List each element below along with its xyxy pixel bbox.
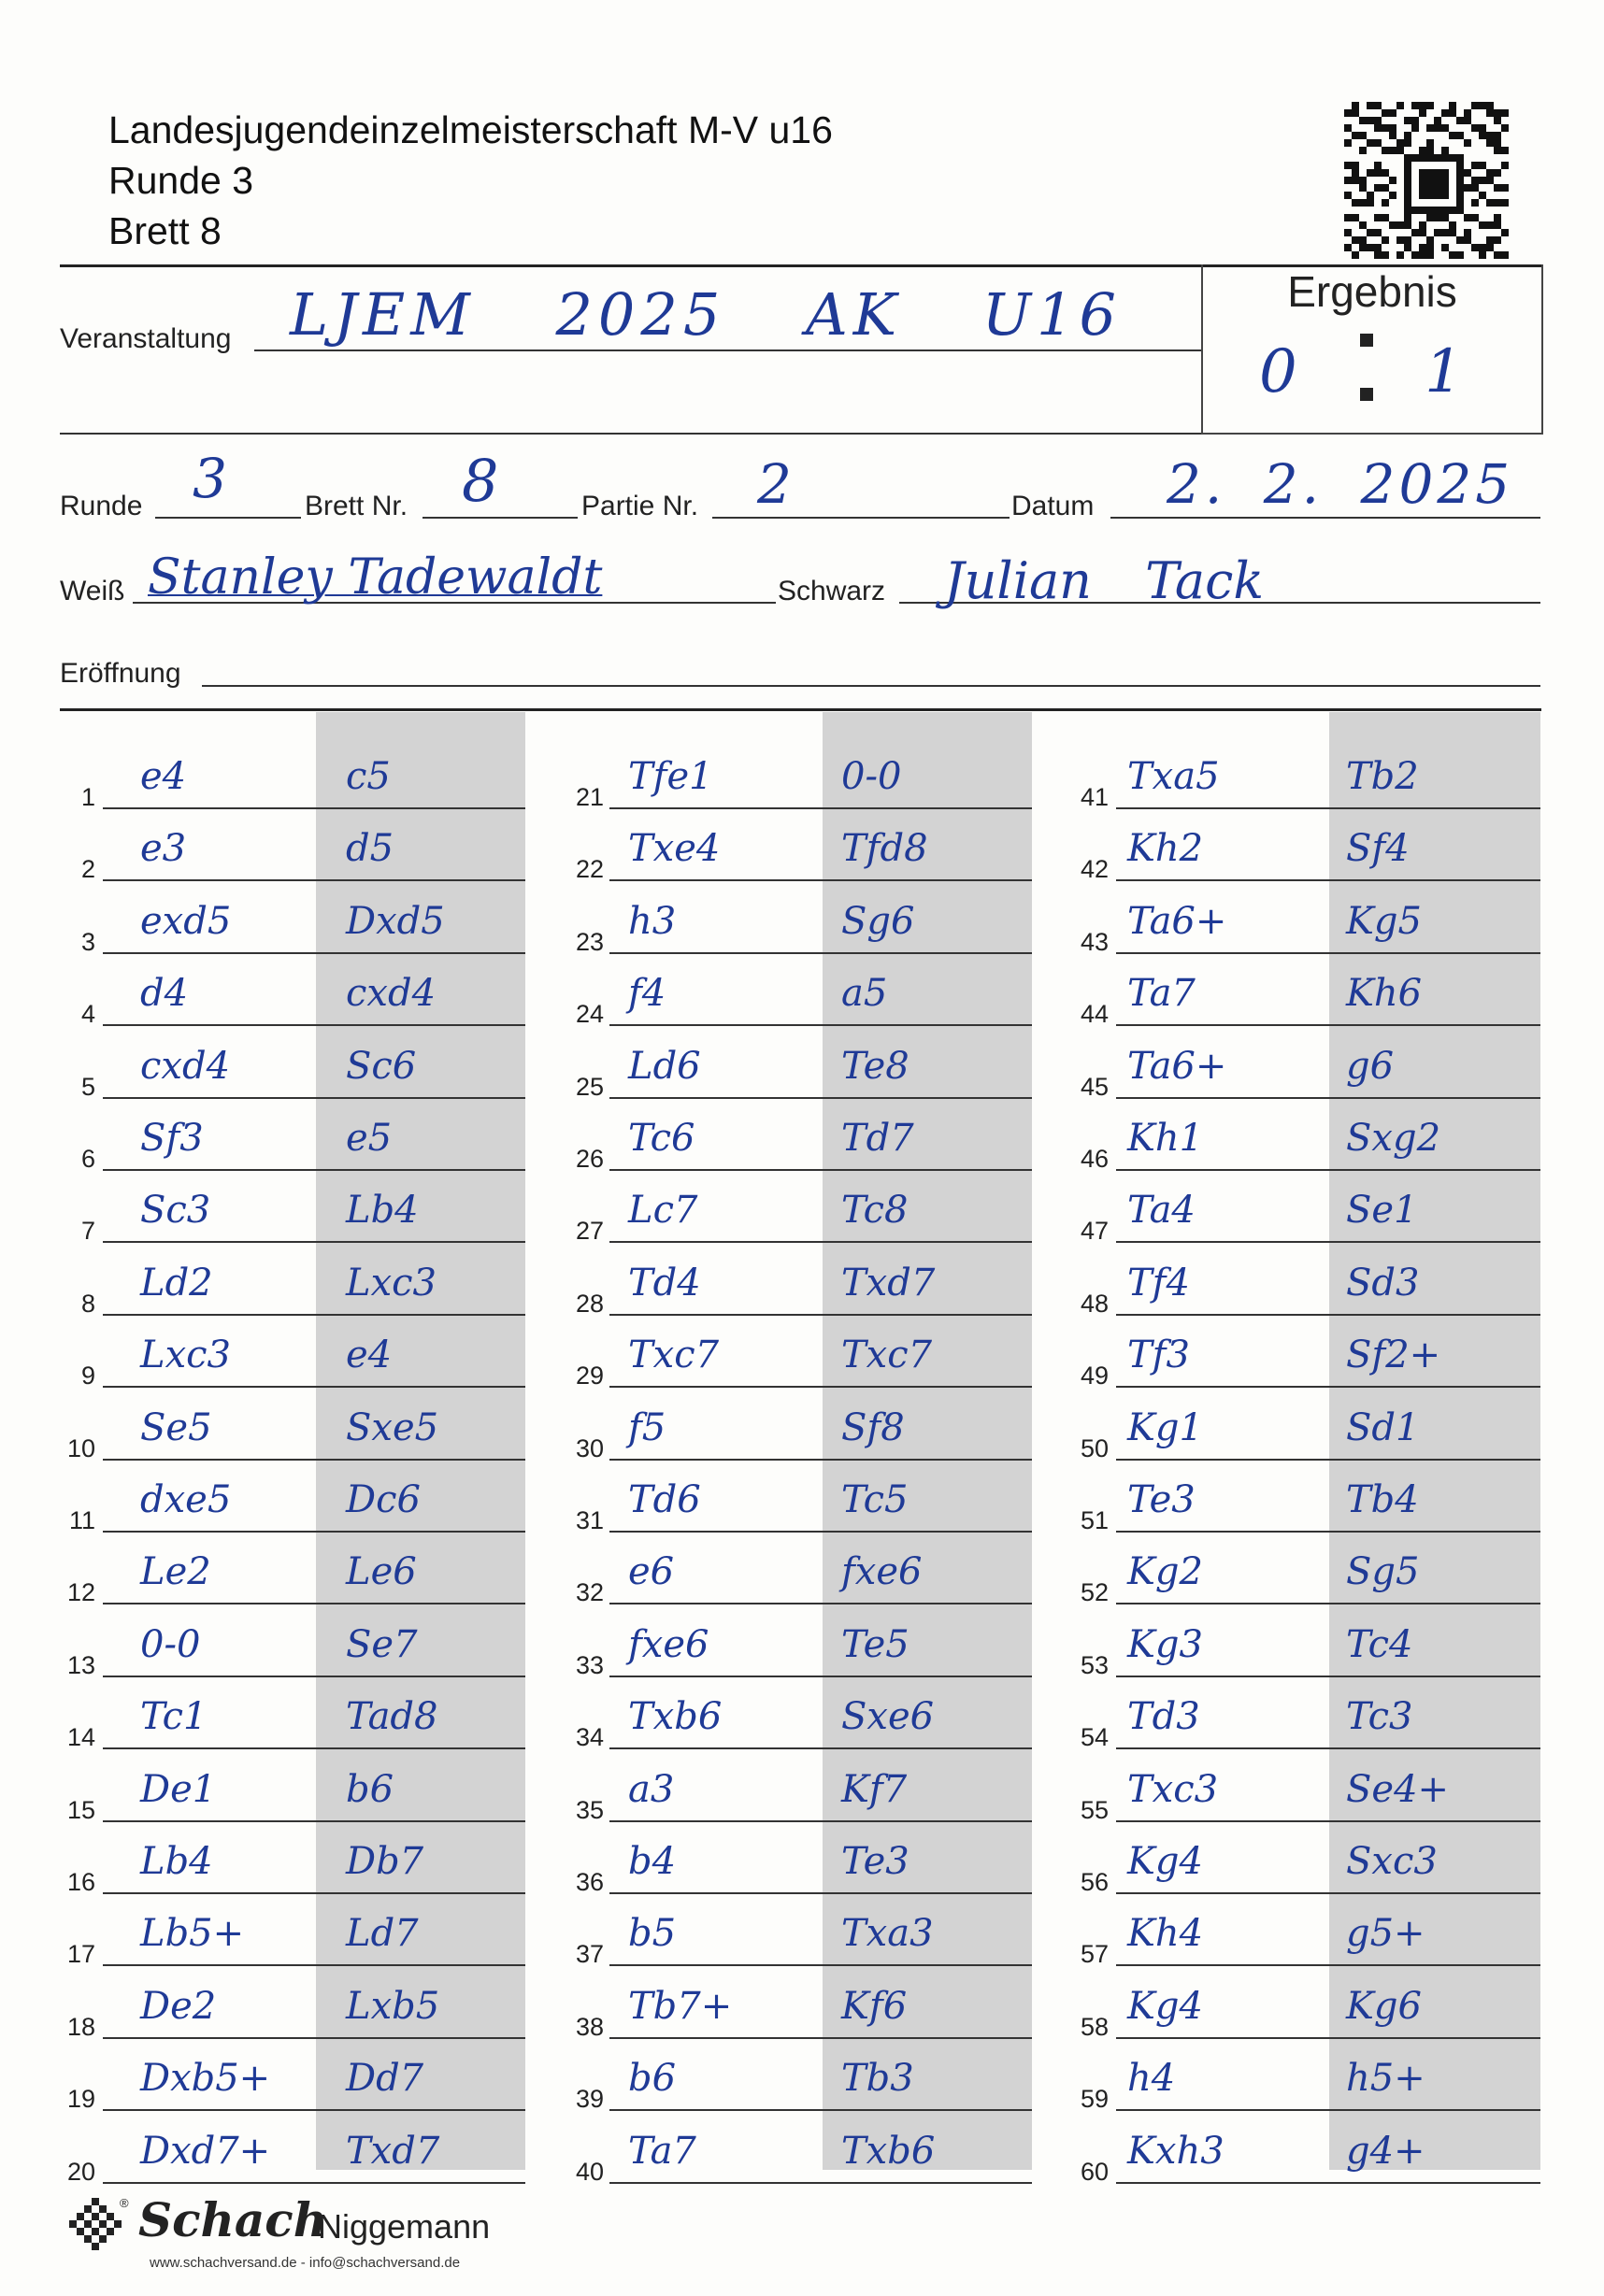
white-move[interactable]: e6 (628, 1550, 675, 1594)
white-move[interactable]: Lxc3 (140, 1333, 231, 1377)
black-move[interactable]: Se4+ (1346, 1767, 1450, 1811)
black-move[interactable]: Tb3 (841, 2057, 914, 2101)
black-move[interactable]: Kh6 (1346, 972, 1423, 1016)
black-move[interactable]: Le6 (346, 1550, 417, 1594)
black-move[interactable]: e4 (346, 1333, 393, 1377)
move-number: 59 (1080, 2085, 1109, 2114)
move-line (103, 1459, 525, 1461)
white-move[interactable]: Se5 (140, 1405, 212, 1449)
white-move[interactable]: Dxd7+ (140, 2129, 271, 2173)
move-line (609, 1169, 1032, 1171)
result-label: Ergebnis (1287, 267, 1457, 316)
black-move[interactable]: Kf6 (841, 1984, 908, 2028)
move-line (103, 1531, 525, 1533)
white-move[interactable]: fxe6 (628, 1622, 709, 1666)
white-move[interactable]: Kg1 (1127, 1405, 1203, 1449)
move-number: 12 (66, 1578, 95, 1607)
move-line (103, 1603, 525, 1604)
white-move[interactable]: b6 (628, 2057, 677, 2101)
white-label: Weiß (60, 576, 125, 606)
white-move[interactable]: e4 (140, 755, 187, 798)
black-move[interactable]: Tc8 (841, 1189, 909, 1233)
qr-code-icon (1344, 101, 1509, 260)
move-number: 38 (575, 2012, 604, 2041)
black-move[interactable]: Sc6 (346, 1044, 417, 1088)
move-line (1116, 1169, 1540, 1171)
move-number: 24 (575, 1000, 604, 1029)
white-move[interactable]: Lb5+ (140, 1912, 245, 1956)
white-move[interactable]: b5 (628, 1912, 677, 1956)
move-number: 55 (1080, 1795, 1109, 1824)
black-move[interactable]: d5 (346, 827, 394, 871)
move-line (609, 1024, 1032, 1026)
move-number: 13 (66, 1650, 95, 1679)
move-number: 3 (80, 927, 95, 956)
white-move[interactable]: exd5 (140, 899, 232, 943)
white-move[interactable]: f5 (628, 1405, 666, 1449)
black-move[interactable]: Sf8 (841, 1405, 905, 1449)
black-move[interactable]: Txd7 (841, 1261, 936, 1305)
move-number: 15 (66, 1795, 95, 1824)
move-line (103, 1676, 525, 1677)
game-label: Partie Nr. (581, 491, 699, 521)
white-move[interactable]: Kg4 (1127, 1984, 1203, 2028)
white-move[interactable]: Txc7 (628, 1333, 720, 1377)
move-number: 35 (575, 1795, 604, 1824)
white-move[interactable]: Td6 (628, 1478, 701, 1521)
board-value[interactable]: 8 (462, 447, 499, 515)
move-number: 19 (66, 2085, 95, 2114)
move-number: 34 (575, 1723, 604, 1752)
move-number: 51 (1080, 1506, 1109, 1534)
white-move[interactable]: De2 (140, 1984, 217, 2028)
move-number: 18 (66, 2012, 95, 2041)
white-move[interactable]: b4 (628, 1840, 677, 1883)
move-number: 10 (66, 1433, 95, 1462)
footer-contact: www.schachversand.de - info@schachversand.de (150, 2255, 461, 2271)
move-line (1116, 1386, 1540, 1388)
black-move[interactable]: Se1 (1346, 1189, 1418, 1233)
white-move[interactable]: Dxb5+ (140, 2057, 271, 2101)
white-move[interactable]: f4 (628, 972, 666, 1016)
move-line (103, 1964, 525, 1966)
move-number: 58 (1080, 2012, 1109, 2041)
black-move[interactable]: Txc7 (841, 1333, 933, 1377)
white-move[interactable]: Tb7+ (628, 1984, 733, 2028)
move-line (609, 952, 1032, 954)
white-move[interactable]: Txe4 (628, 827, 721, 871)
black-move[interactable]: fxe6 (841, 1550, 923, 1594)
black-move[interactable]: Tb4 (1346, 1478, 1419, 1521)
black-move[interactable]: e5 (346, 1117, 393, 1160)
white-move[interactable]: Td3 (1127, 1695, 1200, 1739)
game-line (712, 517, 1010, 519)
black-move[interactable]: h5+ (1346, 2057, 1425, 2101)
move-number: 54 (1080, 1723, 1109, 1752)
black-move[interactable]: Sxe6 (841, 1695, 935, 1739)
move-number: 21 (575, 783, 604, 811)
move-number: 52 (1080, 1578, 1109, 1607)
black-move[interactable]: Ld7 (346, 1912, 419, 1956)
opening-line (202, 685, 1540, 687)
white-move[interactable]: Kh1 (1127, 1117, 1204, 1160)
move-number: 4 (80, 1000, 95, 1029)
black-move[interactable]: Dc6 (346, 1478, 421, 1521)
white-move[interactable]: Txa5 (1127, 755, 1220, 798)
move-number: 30 (575, 1433, 604, 1462)
round-label: Runde (60, 491, 143, 521)
move-line (609, 2109, 1032, 2111)
move-line (609, 1386, 1032, 1388)
black-move[interactable]: c5 (346, 755, 391, 798)
move-number: 27 (575, 1217, 604, 1246)
move-line (1116, 1459, 1540, 1461)
move-number: 32 (575, 1578, 604, 1607)
move-line (1116, 1241, 1540, 1243)
result-value[interactable]: 0 1 (1259, 337, 1517, 406)
move-line (103, 952, 525, 954)
move-number: 45 (1080, 1072, 1109, 1101)
date-label: Datum (1011, 491, 1095, 521)
move-number: 16 (66, 1868, 95, 1896)
event-label: Veranstaltung (60, 323, 232, 354)
white-move[interactable]: Txc3 (1127, 1767, 1219, 1811)
move-number: 56 (1080, 1868, 1109, 1896)
black-move[interactable]: 0-0 (841, 755, 902, 798)
page-title: Landesjugendeinzelmeisterschaft M-V u16 (108, 108, 833, 151)
black-move[interactable]: Tfd8 (841, 827, 928, 871)
black-move[interactable]: Tad8 (346, 1695, 438, 1739)
move-number: 42 (1080, 855, 1109, 884)
white-move[interactable]: Sc3 (140, 1189, 211, 1233)
black-move[interactable]: Kf7 (841, 1767, 908, 1811)
black-move[interactable]: Sf4 (1346, 827, 1410, 871)
move-line (1116, 2109, 1540, 2111)
board-label: Brett Nr. (305, 491, 408, 521)
move-number: 37 (575, 1940, 604, 1969)
black-move[interactable]: Lb4 (346, 1189, 419, 1233)
move-line (1116, 1892, 1540, 1894)
move-line (103, 1386, 525, 1388)
black-move[interactable]: Te5 (841, 1622, 909, 1666)
move-number: 44 (1080, 1000, 1109, 1029)
move-line (103, 1892, 525, 1894)
move-line (1116, 807, 1540, 809)
move-number: 7 (80, 1217, 95, 1246)
move-line (609, 1097, 1032, 1099)
move-number: 29 (575, 1362, 604, 1390)
board-heading: Brett 8 (108, 209, 222, 252)
move-line (103, 2037, 525, 2039)
black-move[interactable]: Te8 (841, 1044, 909, 1088)
white-move[interactable]: Ta6+ (1127, 1044, 1227, 1088)
move-line (103, 2109, 525, 2111)
black-move[interactable]: Tc3 (1346, 1695, 1413, 1739)
move-number: 20 (66, 2157, 95, 2186)
round-line (155, 517, 301, 519)
white-move[interactable]: Txb6 (628, 1695, 723, 1739)
white-move[interactable]: Ta7 (1127, 972, 1196, 1016)
result-box (1201, 264, 1543, 435)
move-number: 1 (80, 783, 95, 811)
white-move[interactable]: Ta4 (1127, 1189, 1196, 1233)
white-move[interactable]: Kh4 (1127, 1912, 1204, 1956)
round-heading: Runde 3 (108, 159, 254, 202)
move-line (103, 1747, 525, 1749)
footer-name: Niggemann (318, 2207, 491, 2246)
move-number: 43 (1080, 927, 1109, 956)
white-player[interactable]: Stanley Tadewaldt (148, 549, 603, 606)
opening-label: Eröffnung (60, 658, 181, 689)
white-move[interactable]: Sf3 (140, 1117, 204, 1160)
move-number: 46 (1080, 1145, 1109, 1173)
move-number: 53 (1080, 1650, 1109, 1679)
black-move[interactable]: Txd7 (346, 2129, 440, 2173)
white-move[interactable]: Kxh3 (1127, 2129, 1224, 2173)
move-line (1116, 1820, 1540, 1822)
white-move[interactable]: De1 (140, 1767, 217, 1811)
black-move[interactable]: Lxc3 (346, 1261, 437, 1305)
black-move[interactable]: Dd7 (346, 2057, 424, 2101)
black-move[interactable]: Sd1 (1346, 1405, 1420, 1449)
move-line (609, 1314, 1032, 1316)
white-move[interactable]: 0-0 (140, 1622, 201, 1666)
white-move[interactable]: Kg4 (1127, 1840, 1203, 1883)
move-line (609, 1459, 1032, 1461)
black-move[interactable]: Kg6 (1346, 1984, 1422, 2028)
move-line (609, 807, 1032, 809)
move-line (609, 1603, 1032, 1604)
move-number: 36 (575, 1868, 604, 1896)
black-move[interactable]: Sg6 (841, 899, 915, 943)
move-number: 48 (1080, 1289, 1109, 1318)
white-move[interactable]: Te3 (1127, 1478, 1196, 1521)
move-number: 47 (1080, 1217, 1109, 1246)
black-label: Schwarz (778, 576, 886, 606)
board-line (422, 517, 578, 519)
move-number: 39 (575, 2085, 604, 2114)
event-line (254, 349, 1201, 351)
date-line (1110, 517, 1540, 519)
white-move[interactable]: e3 (140, 827, 187, 871)
move-number: 26 (575, 1145, 604, 1173)
move-line (1116, 1603, 1540, 1604)
date-value[interactable]: 2. 2. 2025 (1167, 452, 1514, 516)
title-block (108, 105, 1006, 256)
move-number: 50 (1080, 1433, 1109, 1462)
move-line (1116, 1964, 1540, 1966)
move-number: 8 (80, 1289, 95, 1318)
move-number: 5 (80, 1072, 95, 1101)
black-move[interactable]: cxd4 (346, 972, 437, 1016)
move-line (103, 1314, 525, 1316)
black-move[interactable]: Kg5 (1346, 899, 1422, 943)
moves-top-rule (60, 708, 1541, 711)
move-number: 6 (80, 1145, 95, 1173)
move-number: 57 (1080, 1940, 1109, 1969)
move-line (609, 1676, 1032, 1677)
white-move[interactable]: Ta7 (628, 2129, 696, 2173)
move-line (103, 1097, 525, 1099)
move-number: 9 (80, 1362, 95, 1390)
black-move[interactable]: Db7 (346, 1840, 424, 1883)
move-line (609, 2182, 1032, 2184)
move-line (103, 1241, 525, 1243)
white-move[interactable]: Tfe1 (628, 755, 713, 798)
move-number: 33 (575, 1650, 604, 1679)
black-move[interactable]: Txb6 (841, 2129, 936, 2173)
white-move[interactable]: Le2 (140, 1550, 211, 1594)
move-line (609, 1747, 1032, 1749)
black-move[interactable]: Dxd5 (346, 899, 445, 943)
white-move[interactable]: Kg3 (1127, 1622, 1203, 1666)
move-line (609, 1820, 1032, 1822)
move-line (609, 1892, 1032, 1894)
move-number: 22 (575, 855, 604, 884)
move-line (1116, 1024, 1540, 1026)
white-move[interactable]: dxe5 (140, 1478, 232, 1521)
black-move[interactable]: Lxb5 (346, 1984, 440, 2028)
move-number: 25 (575, 1072, 604, 1101)
move-line (103, 807, 525, 809)
black-move[interactable]: Sg5 (1346, 1550, 1420, 1594)
move-line (1116, 2182, 1540, 2184)
white-move[interactable]: Kg2 (1127, 1550, 1203, 1594)
move-number: 11 (68, 1506, 95, 1534)
black-move[interactable]: Tc5 (841, 1478, 909, 1521)
move-number: 31 (575, 1506, 604, 1534)
black-move[interactable]: Txa3 (841, 1912, 934, 1956)
black-move[interactable]: Td7 (841, 1117, 914, 1160)
move-line (1116, 1097, 1540, 1099)
move-number: 60 (1080, 2157, 1109, 2186)
white-move[interactable]: Tf3 (1127, 1333, 1190, 1377)
white-move[interactable]: h3 (628, 899, 677, 943)
black-move[interactable]: Te3 (841, 1840, 909, 1883)
move-number: 2 (80, 855, 95, 884)
game-value[interactable]: 2 (757, 452, 792, 516)
white-move[interactable]: Ta6+ (1127, 899, 1227, 943)
white-move[interactable]: Td4 (628, 1261, 701, 1305)
white-move[interactable]: h4 (1127, 2057, 1176, 2101)
move-line (1116, 2037, 1540, 2039)
black-move[interactable]: g6 (1346, 1044, 1395, 1088)
move-number: 17 (66, 1940, 95, 1969)
move-line (1116, 952, 1540, 954)
move-line (609, 1531, 1032, 1533)
black-move[interactable]: Sxe5 (346, 1405, 439, 1449)
move-line (103, 1169, 525, 1171)
move-line (103, 879, 525, 881)
move-line (103, 1820, 525, 1822)
move-line (1116, 1676, 1540, 1677)
white-move[interactable]: Kh2 (1127, 827, 1204, 871)
white-move[interactable]: Tf4 (1127, 1261, 1190, 1305)
white-move[interactable]: d4 (140, 972, 189, 1016)
white-move[interactable]: a3 (628, 1767, 675, 1811)
move-line (103, 2182, 525, 2184)
move-line (609, 879, 1032, 881)
white-move[interactable]: Tc1 (140, 1695, 208, 1739)
black-player[interactable]: Julian Tack (944, 551, 1265, 610)
move-number: 41 (1080, 783, 1109, 811)
white-move[interactable]: Ld2 (140, 1261, 213, 1305)
move-line (103, 1024, 525, 1026)
white-move[interactable]: Lc7 (628, 1189, 698, 1233)
event-line-2 (60, 433, 1201, 435)
move-line (609, 1964, 1032, 1966)
black-move[interactable]: Sd3 (1346, 1261, 1420, 1305)
move-line (1116, 1314, 1540, 1316)
registered-mark: ® (120, 2196, 129, 2210)
black-move[interactable]: Se7 (346, 1622, 418, 1666)
move-number: 28 (575, 1289, 604, 1318)
black-move[interactable]: b6 (346, 1767, 394, 1811)
black-move[interactable]: g5+ (1346, 1912, 1425, 1956)
black-move[interactable]: a5 (841, 972, 888, 1016)
footer-brand: Schach (138, 2192, 328, 2247)
black-move[interactable]: Sxc3 (1346, 1840, 1438, 1883)
chess-logo-icon (67, 2196, 123, 2252)
move-line (609, 1241, 1032, 1243)
round-value[interactable]: 3 (193, 447, 227, 510)
black-move[interactable]: Tc4 (1346, 1622, 1413, 1666)
white-move[interactable]: Tc6 (628, 1117, 695, 1160)
white-move[interactable]: Ld6 (628, 1044, 701, 1088)
white-move[interactable]: Lb4 (140, 1840, 213, 1883)
black-move[interactable]: g4+ (1346, 2129, 1425, 2173)
move-number: 23 (575, 927, 604, 956)
move-line (609, 2037, 1032, 2039)
black-move[interactable]: Sxg2 (1346, 1117, 1441, 1160)
move-number: 40 (575, 2157, 604, 2186)
event-value[interactable]: LJEM 2025 AK U16 (290, 280, 1122, 349)
move-line (1116, 1747, 1540, 1749)
move-line (1116, 1531, 1540, 1533)
move-line (1116, 879, 1540, 881)
move-number: 49 (1080, 1362, 1109, 1390)
white-move[interactable]: cxd4 (140, 1044, 231, 1088)
black-move[interactable]: Tb2 (1346, 755, 1419, 798)
move-number: 14 (66, 1723, 95, 1752)
black-move[interactable]: Sf2+ (1346, 1333, 1441, 1377)
